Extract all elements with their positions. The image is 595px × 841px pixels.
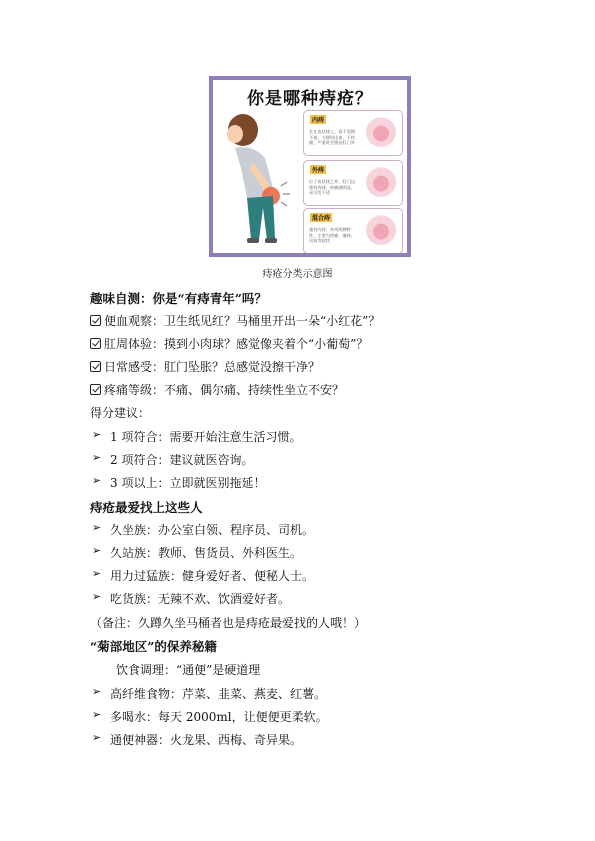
figure-title: 你是哪种痔疮？: [247, 89, 373, 109]
checkbox-checked-icon: [90, 384, 101, 395]
group-item: 久坐族：办公室白领、程序员、司机。: [110, 523, 315, 537]
groups-note: （备注：久蹲久坐马桶者也是痔疮最爱找的人哦！）: [90, 616, 367, 630]
arrow-bullet-icon: ➢: [92, 428, 102, 441]
quiz-item: 日常感受：肛门坠胀？总感觉没擦干净？: [90, 358, 320, 375]
checkbox-checked-icon: [90, 338, 101, 349]
panel-tag: 外痔: [312, 167, 325, 174]
anatomy-icon: [366, 167, 396, 197]
arrow-bullet-icon: ➢: [92, 521, 102, 534]
external-hemorrhoid-panel: [303, 160, 403, 206]
care-item: 通便神器：火龙果、西梅、奇异果。: [110, 733, 303, 747]
quiz-item: 疼痛等级：不痛、偶尔痛、持续性坐立不安？: [90, 381, 344, 398]
quiz-item: 便血观察：卫生纸见红？马桶里开出一朵“小红花”？: [90, 312, 380, 329]
panel-text: 兼有内痔、外痔两种特性，主要为疼痛、瘙痒、出血等症状: [309, 227, 356, 244]
anatomy-icon: [366, 215, 396, 245]
care-intro: 饮食调理：“通便”是硬道理: [116, 663, 261, 677]
arrow-bullet-icon: ➢: [92, 544, 102, 557]
checkbox-checked-icon: [90, 361, 101, 372]
score-item: 2 项符合：建议就医咨询。: [110, 453, 254, 467]
figure-caption: 痔疮分类示意图: [262, 269, 333, 280]
score-item: 1 项符合：需要开始注意生活习惯。: [110, 430, 302, 444]
checkbox-checked-icon: [90, 315, 101, 326]
group-item: 久站族：教师、售货员、外科医生。: [110, 546, 303, 560]
figure-canvas: [213, 80, 407, 253]
mixed-hemorrhoid-panel: [303, 208, 403, 253]
arrow-bullet-icon: ➢: [92, 731, 102, 744]
care-item: 多喝水：每天 2000ml，让便便更柔软。: [110, 710, 328, 724]
arrow-bullet-icon: ➢: [92, 474, 102, 487]
panel-text: 位于齿状线之外，肛门边缘有肉球，疼痛感明显，易引发不适: [309, 179, 356, 196]
care-item: 高纤维食物：芹菜、韭菜、燕麦、红薯。: [110, 687, 327, 701]
arrow-bullet-icon: ➢: [92, 685, 102, 698]
quiz-heading: 趣味自测：你是“有痔青年”吗？: [90, 291, 267, 306]
panel-tag: 混合痔: [312, 215, 331, 222]
hemorrhoid-types-figure: [209, 76, 411, 257]
panel-text: 长在齿状线上，看不见摸不着，大便时出血，不疼痛，严重时会脱出肛门外: [309, 129, 356, 146]
arrow-bullet-icon: ➢: [92, 708, 102, 721]
groups-heading: 痔疮最爱找上这些人: [90, 500, 203, 515]
arrow-bullet-icon: ➢: [92, 451, 102, 464]
person-illustration: [213, 108, 305, 253]
score-item: 3 项以上：立即就医别拖延！: [110, 476, 266, 490]
score-label: 得分建议：: [90, 406, 151, 420]
arrow-bullet-icon: ➢: [92, 590, 102, 603]
group-item: 吃货族：无辣不欢、饮酒爱好者。: [110, 592, 291, 606]
panel-tag: 内痔: [312, 117, 325, 124]
internal-hemorrhoid-panel: [303, 110, 403, 156]
anatomy-icon: [366, 117, 396, 147]
care-heading: “菊部地区”的保养秘籍: [90, 639, 217, 654]
group-item: 用力过猛族：健身爱好者、便秘人士。: [110, 569, 315, 583]
arrow-bullet-icon: ➢: [92, 567, 102, 580]
quiz-item: 肛周体验：摸到小肉球？感觉像夹着个“小葡萄”？: [90, 335, 368, 352]
